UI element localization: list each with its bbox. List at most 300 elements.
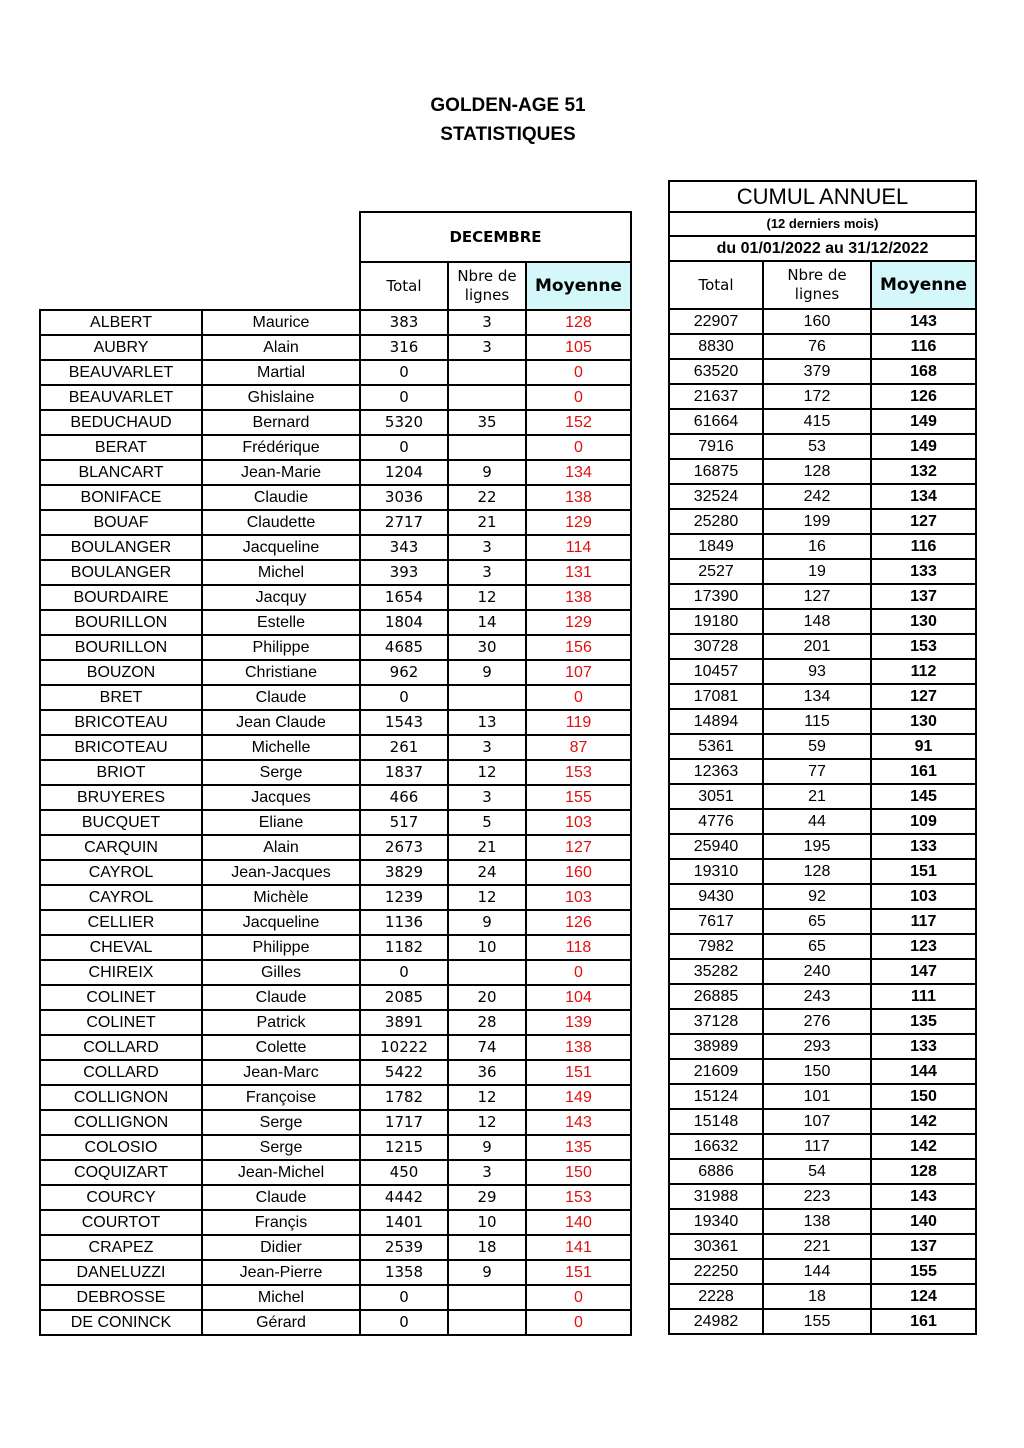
table-row [669,309,976,334]
month-lines: 9 [448,460,526,485]
month-average: 153 [526,1185,631,1210]
table-row [40,810,631,835]
month-average: 103 [526,810,631,835]
table-row [40,560,631,585]
annual-lines: 92 [763,884,871,909]
first-name: Jean-Michel [202,1160,360,1185]
month-col-total: Total [360,262,448,310]
month-total: 2539 [360,1235,448,1260]
annual-total: 17081 [669,684,763,709]
annual-lines: 77 [763,759,871,784]
month-average: 138 [526,585,631,610]
last-name: BLANCART [40,460,202,485]
table-row [40,1060,631,1085]
month-total: 450 [360,1160,448,1185]
table-row [669,1184,976,1209]
annual-lines: 53 [763,434,871,459]
table-row [40,660,631,685]
month-total: 4442 [360,1185,448,1210]
table-row [40,1160,631,1185]
month-average: 119 [526,710,631,735]
table-row [669,459,976,484]
annual-average: 127 [871,684,976,709]
annual-lines: 101 [763,1084,871,1109]
month-lines [448,435,526,460]
annual-total: 19310 [669,859,763,884]
first-name: Eliane [202,810,360,835]
table-row [40,1085,631,1110]
annual-lines: 172 [763,384,871,409]
first-name: Jean-Jacques [202,860,360,885]
annual-lines: 18 [763,1284,871,1309]
month-lines: 18 [448,1235,526,1260]
table-row [40,735,631,760]
annual-lines: 128 [763,859,871,884]
table-row [40,1310,631,1335]
month-lines [448,360,526,385]
table-row [669,1134,976,1159]
month-lines [448,960,526,985]
first-name: Ghislaine [202,385,360,410]
table-row [669,709,976,734]
month-total: 3036 [360,485,448,510]
last-name: DE CONINCK [40,1310,202,1335]
table-row [669,684,976,709]
month-lines: 3 [448,1160,526,1185]
table-row [40,310,631,335]
table-row [669,334,976,359]
annual-lines: 21 [763,784,871,809]
month-col-average: Moyenne [526,262,631,310]
month-total: 0 [360,685,448,710]
annual-total: 35282 [669,959,763,984]
month-total: 1717 [360,1110,448,1135]
month-total: 1543 [360,710,448,735]
month-average: 152 [526,410,631,435]
month-total: 1804 [360,610,448,635]
month-lines: 3 [448,560,526,585]
month-average: 0 [526,1310,631,1335]
month-lines: 13 [448,710,526,735]
month-average: 129 [526,610,631,635]
month-total: 962 [360,660,448,685]
last-name: COLLARD [40,1060,202,1085]
first-name: Jean-Marc [202,1060,360,1085]
table-row [40,485,631,510]
table-row [40,1010,631,1035]
table-row [669,959,976,984]
last-name: COURTOT [40,1210,202,1235]
annual-total: 25280 [669,509,763,534]
annual-subtitle: (12 derniers mois) [669,212,976,236]
annual-total: 19340 [669,1209,763,1234]
month-total: 0 [360,360,448,385]
last-name: COLOSIO [40,1135,202,1160]
first-name: Jean-Pierre [202,1260,360,1285]
table-row [669,609,976,634]
annual-col-lines [763,261,871,309]
last-name: COURCY [40,1185,202,1210]
table-row [669,834,976,859]
month-lines: 10 [448,935,526,960]
annual-average: 168 [871,359,976,384]
table-row [669,434,976,459]
table-row [40,435,631,460]
annual-title: CUMUL ANNUEL [669,181,976,212]
first-name: Gilles [202,960,360,985]
last-name: COLLARD [40,1035,202,1060]
table-row [40,1260,631,1285]
first-name: Michel [202,1285,360,1310]
table-row [40,535,631,560]
last-name: DANELUZZI [40,1260,202,1285]
annual-lines: 128 [763,459,871,484]
month-lines: 3 [448,735,526,760]
last-name: ALBERT [40,310,202,335]
table-row [669,359,976,384]
table-row [669,509,976,534]
annual-lines: 134 [763,684,871,709]
month-total: 316 [360,335,448,360]
last-name: COQUIZART [40,1160,202,1185]
annual-total: 4776 [669,809,763,834]
annual-total: 21637 [669,384,763,409]
table-row [669,859,976,884]
annual-lines: 16 [763,534,871,559]
table-row [40,1210,631,1235]
annual-lines: 44 [763,809,871,834]
first-name: Jacquy [202,585,360,610]
month-average: 151 [526,1260,631,1285]
month-average: 126 [526,910,631,935]
annual-lines: 127 [763,584,871,609]
month-average: 151 [526,1060,631,1085]
annual-lines: 221 [763,1234,871,1259]
month-lines: 21 [448,510,526,535]
table-row [40,885,631,910]
annual-lines: 160 [763,309,871,334]
table-row [40,585,631,610]
month-col-lines-line1: Nbre de [457,267,517,285]
table-row [669,1259,976,1284]
month-lines: 3 [448,535,526,560]
month-lines: 5 [448,810,526,835]
annual-average: 135 [871,1009,976,1034]
month-total: 1204 [360,460,448,485]
month-average: 140 [526,1210,631,1235]
last-name: CAYROL [40,885,202,910]
annual-lines: 54 [763,1159,871,1184]
annual-average: 155 [871,1259,976,1284]
annual-total: 7617 [669,909,763,934]
annual-total: 63520 [669,359,763,384]
annual-average: 111 [871,984,976,1009]
month-average: 134 [526,460,631,485]
annual-col-lines-line1: Nbre de [787,266,847,284]
annual-average: 126 [871,384,976,409]
table-row [669,984,976,1009]
last-name: BUCQUET [40,810,202,835]
last-name: BOURDAIRE [40,585,202,610]
annual-total: 31988 [669,1184,763,1209]
first-name: Maurice [202,310,360,335]
table-row [40,1035,631,1060]
last-name: BERAT [40,435,202,460]
month-lines [448,385,526,410]
last-name: BRUYERES [40,785,202,810]
annual-lines: 155 [763,1309,871,1334]
month-average: 0 [526,435,631,460]
table-row [40,935,631,960]
month-average: 114 [526,535,631,560]
annual-lines: 195 [763,834,871,859]
annual-average: 103 [871,884,976,909]
table-row [669,559,976,584]
month-total: 261 [360,735,448,760]
table-row [40,985,631,1010]
annual-col-lines-line2: lignes [794,285,840,303]
annual-total: 16632 [669,1134,763,1159]
month-average: 141 [526,1235,631,1260]
month-total: 2085 [360,985,448,1010]
table-row [669,409,976,434]
last-name: BEDUCHAUD [40,410,202,435]
first-name: Michèle [202,885,360,910]
first-name: Jacques [202,785,360,810]
annual-col-average: Moyenne [871,261,976,309]
table-row [669,1059,976,1084]
annual-lines: 65 [763,934,871,959]
month-col-lines-line2: lignes [464,286,510,304]
table-row [669,1084,976,1109]
table-row [40,960,631,985]
annual-total: 8830 [669,334,763,359]
annual-total: 61664 [669,409,763,434]
annual-stats-table [668,180,977,1335]
annual-total: 12363 [669,759,763,784]
first-name: Claudette [202,510,360,535]
annual-total: 7916 [669,434,763,459]
first-name: Frédérique [202,435,360,460]
first-name: Gérard [202,1310,360,1335]
month-lines: 12 [448,760,526,785]
annual-average: 127 [871,509,976,534]
table-row [40,510,631,535]
annual-average: 143 [871,309,976,334]
month-total: 5320 [360,410,448,435]
annual-total: 17390 [669,584,763,609]
annual-total: 16875 [669,459,763,484]
table-row [669,759,976,784]
annual-average: 149 [871,434,976,459]
first-name: Alain [202,335,360,360]
annual-total: 19180 [669,609,763,634]
annual-average: 161 [871,759,976,784]
last-name: DEBROSSE [40,1285,202,1310]
last-name: BRIOT [40,760,202,785]
table-row [40,1110,631,1135]
last-name: CRAPEZ [40,1235,202,1260]
table-row [40,910,631,935]
last-name: BRICOTEAU [40,735,202,760]
month-total: 0 [360,385,448,410]
table-row [40,460,631,485]
month-average: 105 [526,335,631,360]
month-lines: 9 [448,910,526,935]
month-lines: 3 [448,335,526,360]
month-lines: 20 [448,985,526,1010]
month-lines: 9 [448,1135,526,1160]
first-name: Jacqueline [202,910,360,935]
table-row [669,1159,976,1184]
annual-total: 30728 [669,634,763,659]
annual-lines: 59 [763,734,871,759]
last-name: BOURILLON [40,635,202,660]
last-name: CHIREIX [40,960,202,985]
annual-lines: 379 [763,359,871,384]
table-row [40,860,631,885]
month-lines: 29 [448,1185,526,1210]
first-name: Jacqueline [202,535,360,560]
month-average: 107 [526,660,631,685]
annual-total: 9430 [669,884,763,909]
month-average: 0 [526,960,631,985]
first-name: Didier [202,1235,360,1260]
table-row [40,1135,631,1160]
month-average: 131 [526,560,631,585]
annual-average: 137 [871,1234,976,1259]
month-lines: 74 [448,1035,526,1060]
annual-average: 145 [871,784,976,809]
month-total: 1837 [360,760,448,785]
month-lines: 24 [448,860,526,885]
annual-average: 130 [871,709,976,734]
month-total: 1782 [360,1085,448,1110]
month-total: 3829 [360,860,448,885]
month-col-lines [448,262,526,310]
monthly-stats-table [39,211,632,1336]
first-name: Michelle [202,735,360,760]
last-name: BRET [40,685,202,710]
month-average: 153 [526,760,631,785]
table-row [40,1185,631,1210]
first-name: Martial [202,360,360,385]
annual-total: 2527 [669,559,763,584]
annual-average: 153 [871,634,976,659]
last-name: CARQUIN [40,835,202,860]
annual-average: 132 [871,459,976,484]
month-average: 0 [526,360,631,385]
last-name: BOUZON [40,660,202,685]
annual-lines: 240 [763,959,871,984]
annual-lines: 415 [763,409,871,434]
first-name: Christiane [202,660,360,685]
document-title: GOLDEN-AGE 51 [430,95,586,116]
last-name: BEAUVARLET [40,385,202,410]
month-average: 129 [526,510,631,535]
last-name: COLLIGNON [40,1085,202,1110]
month-lines: 3 [448,785,526,810]
annual-average: 130 [871,609,976,634]
annual-lines: 276 [763,1009,871,1034]
table-row [669,1284,976,1309]
table-row [669,1209,976,1234]
annual-total: 22907 [669,309,763,334]
annual-total: 14894 [669,709,763,734]
annual-average: 133 [871,834,976,859]
annual-lines: 242 [763,484,871,509]
annual-average: 147 [871,959,976,984]
annual-average: 142 [871,1109,976,1134]
annual-total: 22250 [669,1259,763,1284]
annual-average: 116 [871,534,976,559]
annual-lines: 150 [763,1059,871,1084]
first-name: Serge [202,1135,360,1160]
month-total: 1239 [360,885,448,910]
first-name: Claudie [202,485,360,510]
table-row [669,634,976,659]
first-name: Françis [202,1210,360,1235]
annual-col-total: Total [669,261,763,309]
annual-average: 116 [871,334,976,359]
annual-lines: 76 [763,334,871,359]
annual-lines: 144 [763,1259,871,1284]
annual-lines: 117 [763,1134,871,1159]
annual-average: 151 [871,859,976,884]
table-row [669,1309,976,1334]
month-lines: 3 [448,310,526,335]
month-average: 138 [526,1035,631,1060]
last-name: BRICOTEAU [40,710,202,735]
table-row [669,1009,976,1034]
month-average: 0 [526,685,631,710]
annual-average: 133 [871,559,976,584]
annual-average: 140 [871,1209,976,1234]
annual-total: 6886 [669,1159,763,1184]
table-row [669,784,976,809]
first-name: Bernard [202,410,360,435]
month-total: 1215 [360,1135,448,1160]
month-total: 5422 [360,1060,448,1085]
month-lines: 22 [448,485,526,510]
table-row [669,934,976,959]
month-average: 127 [526,835,631,860]
month-average: 139 [526,1010,631,1035]
month-total: 2673 [360,835,448,860]
last-name: COLINET [40,985,202,1010]
month-lines: 9 [448,1260,526,1285]
annual-average: 133 [871,1034,976,1059]
table-row [40,610,631,635]
annual-lines: 65 [763,909,871,934]
last-name: CAYROL [40,860,202,885]
first-name: Philippe [202,635,360,660]
table-row [40,410,631,435]
first-name: Jean-Marie [202,460,360,485]
month-lines: 35 [448,410,526,435]
table-row [40,785,631,810]
month-lines: 12 [448,585,526,610]
month-average: 156 [526,635,631,660]
month-average: 143 [526,1110,631,1135]
annual-total: 1849 [669,534,763,559]
table-row [669,534,976,559]
table-row [669,1034,976,1059]
annual-average: 128 [871,1159,976,1184]
month-total: 1654 [360,585,448,610]
annual-average: 124 [871,1284,976,1309]
month-lines: 28 [448,1010,526,1035]
